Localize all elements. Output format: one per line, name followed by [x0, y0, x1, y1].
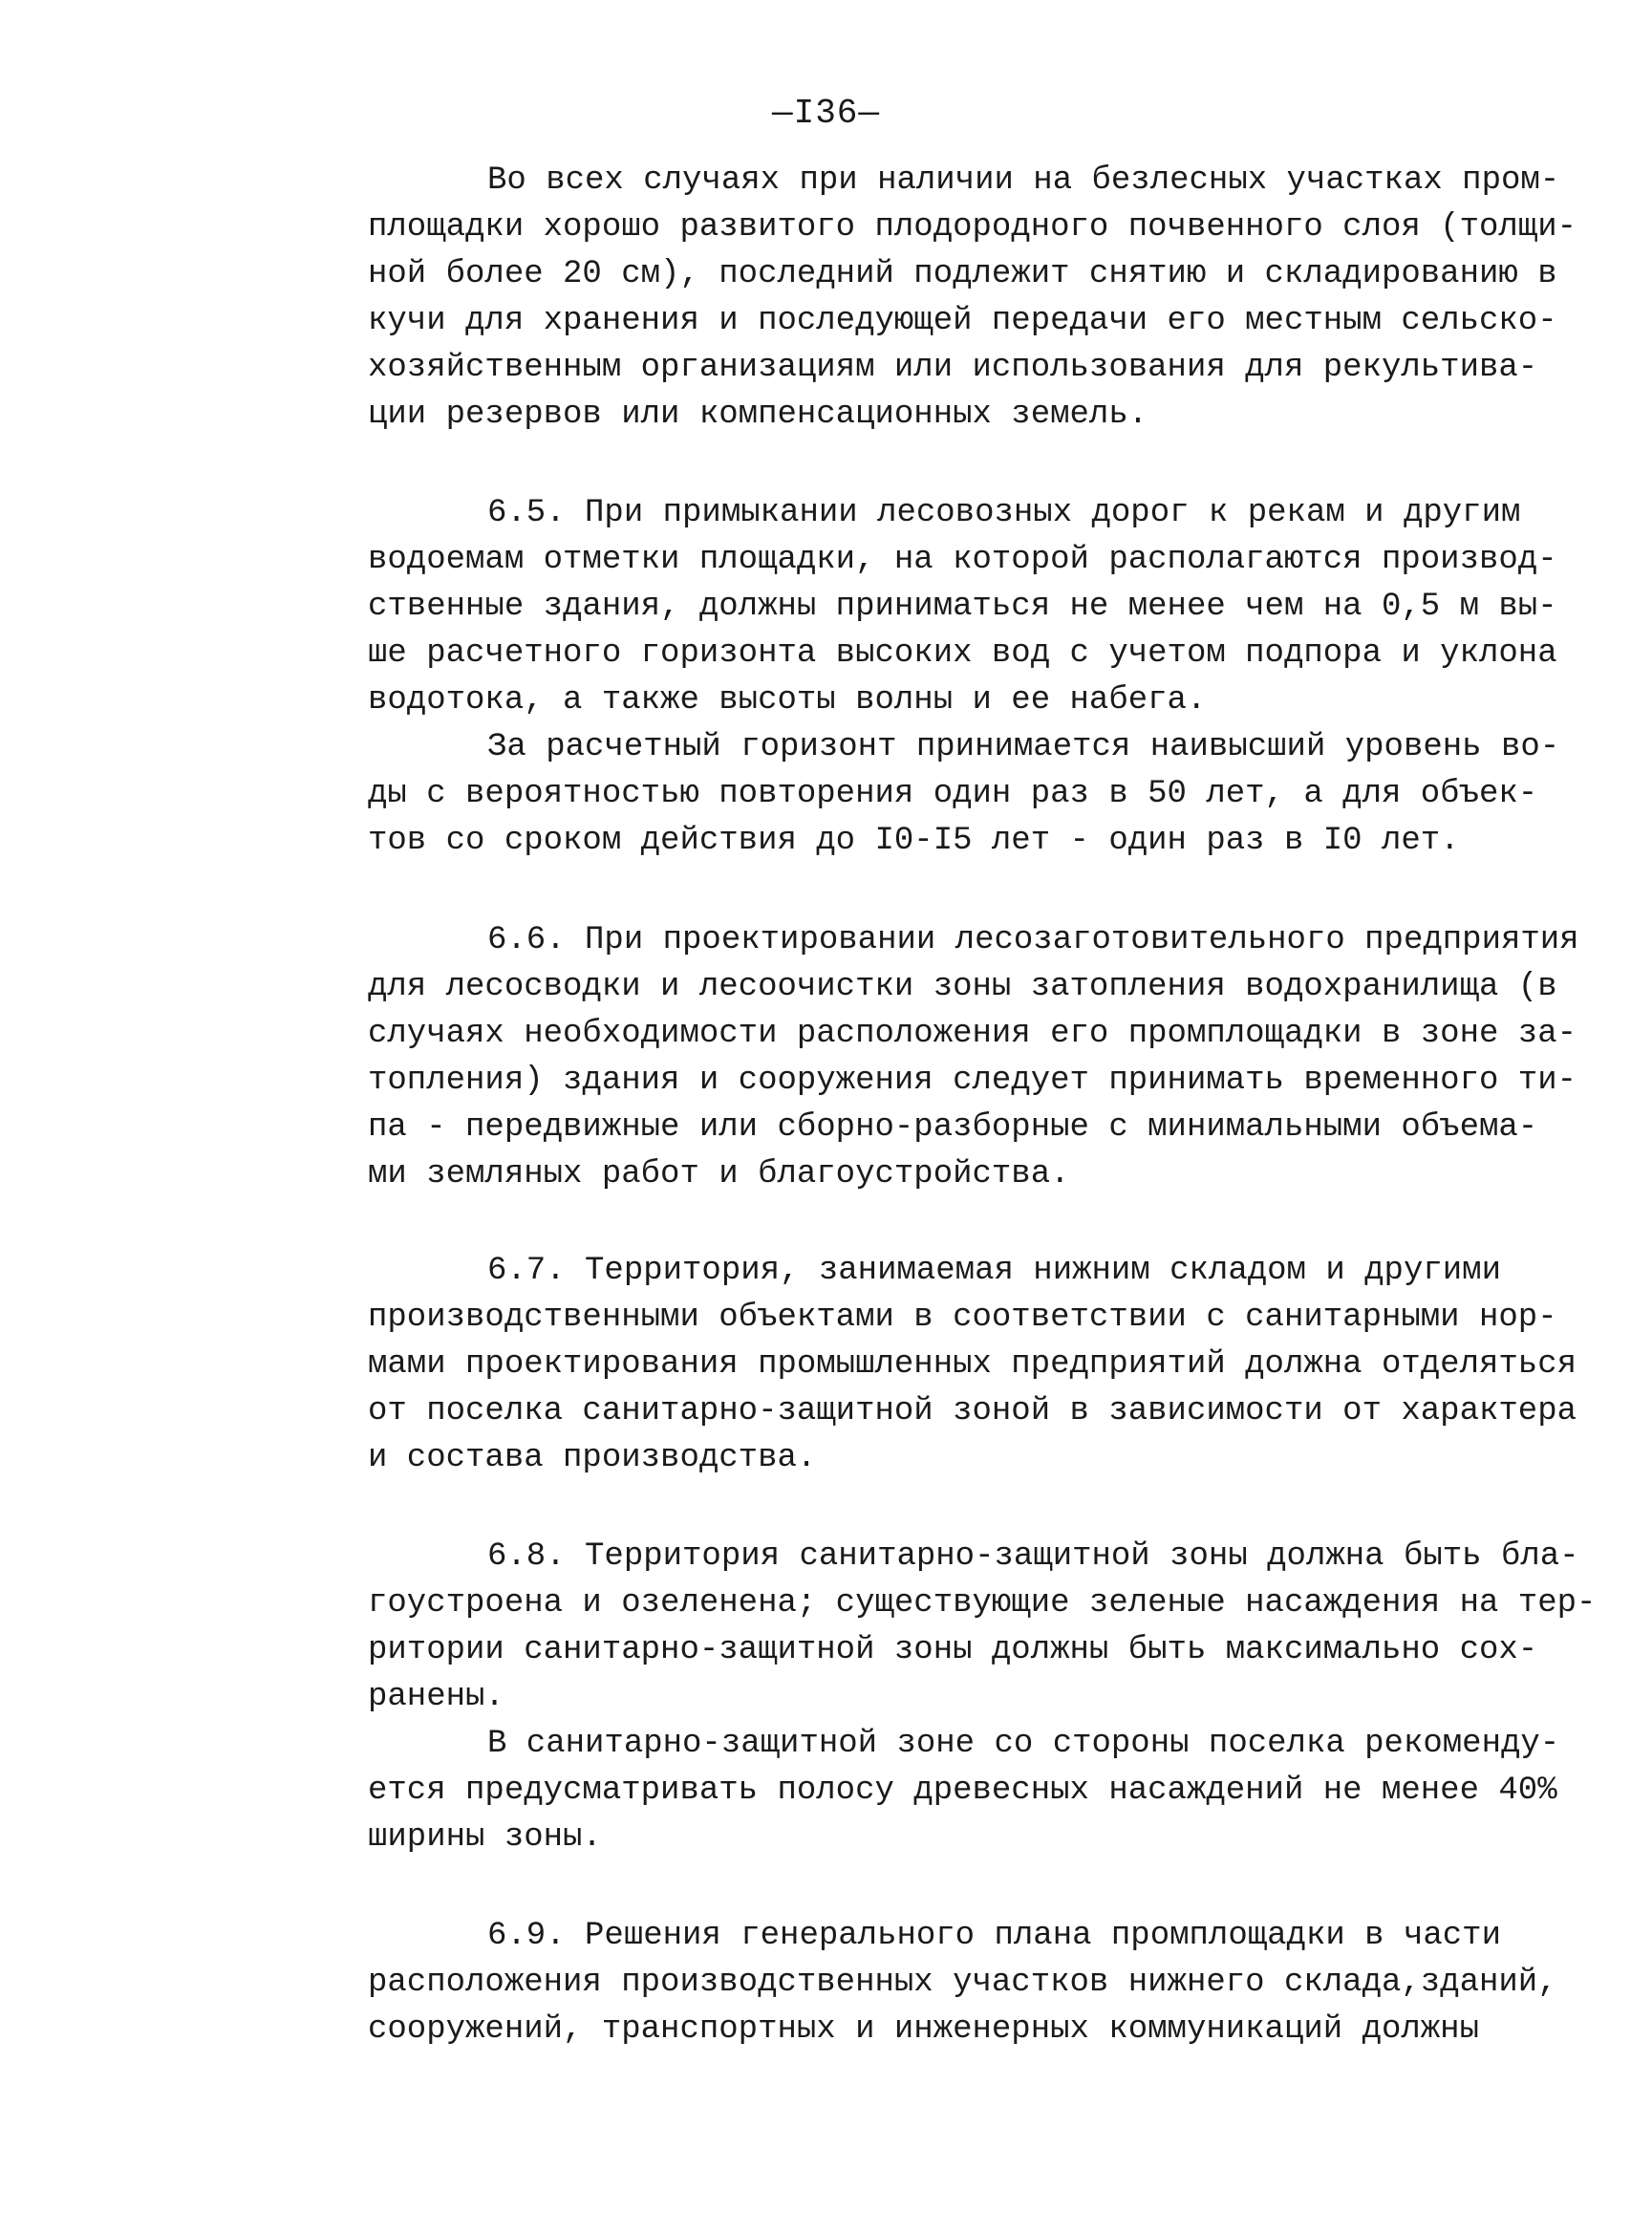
text-line: хозяйственным организациям или использования для рекультива-: [368, 350, 1538, 386]
text-line: мами проектирования промышленных предприятий должна отделяться: [368, 1346, 1577, 1383]
text-line: кучи для хранения и последующей передачи его местным сельско-: [368, 303, 1557, 339]
text-line: ми земляных работ и благоустройства.: [368, 1156, 1070, 1193]
text-line: За расчетный горизонт принимается наивысший уровень во-: [487, 729, 1560, 765]
text-line: В санитарно-защитной зоне со стороны поселка рекоменду-: [487, 1726, 1560, 1762]
text-line: топления) здания и сооружения следует принимать временного ти-: [368, 1063, 1577, 1099]
text-line: площадки хорошо развитого плодородного почвенного слоя (толщи-: [368, 209, 1577, 246]
text-line: 6.6. При проектировании лесозаготовительного предприятия: [487, 922, 1579, 958]
text-line: па - передвижные или сборно-разборные с минимальными объема-: [368, 1109, 1538, 1146]
text-line: ции резервов или компенсационных земель.: [368, 397, 1148, 433]
text-line: водоемам отметки площадки, на которой располагаются производ-: [368, 542, 1557, 578]
text-line: тов со сроком действия до I0-I5 лет - один раз в I0 лет.: [368, 823, 1460, 859]
text-line: от поселка санитарно-защитной зоной в зависимости от характера: [368, 1393, 1577, 1429]
text-line: ритории санитарно-защитной зоны должны быть максимально сох-: [368, 1632, 1538, 1668]
text-line: ды с вероятностью повторения один раз в 50 лет, а для объек-: [368, 776, 1538, 812]
text-line: и состава производства.: [368, 1440, 817, 1476]
text-line: Во всех случаях при наличии на безлесных участках пром-: [487, 162, 1560, 199]
text-line: сооружений, транспортных и инженерных коммуникаций должны: [368, 2011, 1479, 2048]
text-line: ранены.: [368, 1679, 504, 1715]
text-line: 6.8. Территория санитарно-защитной зоны должна быть бла-: [487, 1538, 1579, 1575]
text-line: ше расчетного горизонта высоких вод с учетом подпора и уклона: [368, 635, 1557, 672]
text-line: для лесосводки и лесоочистки зоны затопления водохранилища (в: [368, 969, 1557, 1005]
text-line: 6.9. Решения генерального плана промплощадки в части: [487, 1918, 1501, 1954]
text-line: расположения производственных участков нижнего склада,зданий,: [368, 1965, 1557, 2001]
text-line: ственные здания, должны приниматься не менее чем на 0,5 м вы-: [368, 589, 1557, 625]
text-line: водотока, а также высоты волны и ее набега.: [368, 682, 1207, 719]
text-line: производственными объектами в соответствии с санитарными нор-: [368, 1300, 1557, 1336]
text-line: ется предусматривать полосу древесных насаждений не менее 40%: [368, 1773, 1557, 1809]
text-line: гоустроена и озеленена; существующие зеленые насаждения на тер-: [368, 1585, 1597, 1622]
text-line: случаях необходимости расположения его промплощадки в зоне за-: [368, 1016, 1577, 1052]
text-line: ной более 20 см), последний подлежит снятию и складированию в: [368, 256, 1557, 292]
page-number: —I36—: [771, 94, 881, 133]
text-line: ширины зоны.: [368, 1819, 602, 1856]
text-line: 6.5. При примыкании лесовозных дорог к рекам и другим: [487, 495, 1521, 531]
text-line: 6.7. Территория, занимаемая нижним складом и другими: [487, 1253, 1501, 1289]
